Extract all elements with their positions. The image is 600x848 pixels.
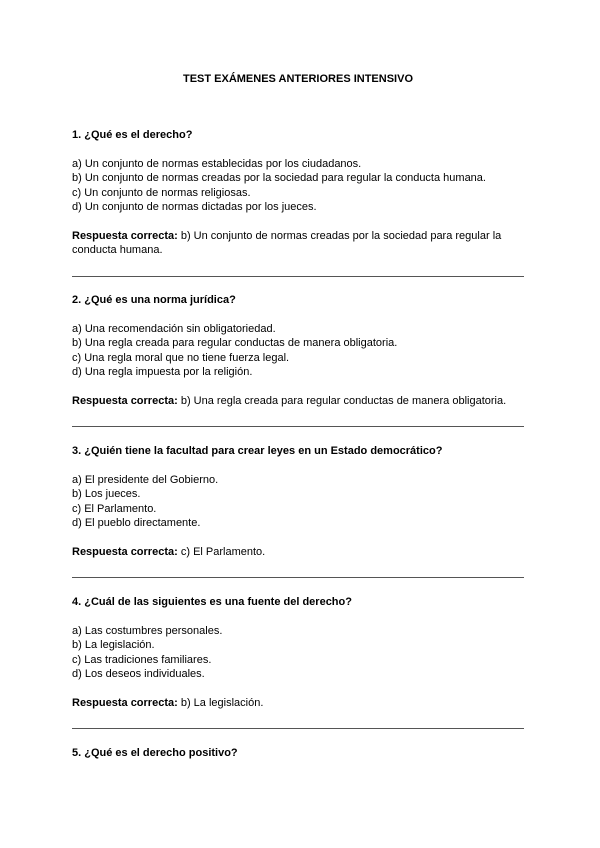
option-d: d) El pueblo directamente.	[72, 517, 201, 529]
document-title: TEST EXÁMENES ANTERIORES INTENSIVO	[182, 73, 413, 85]
answer-label: Respuesta correcta:	[72, 229, 178, 242]
option-b: b) Un conjunto de normas creadas por la sociedad para regular la conducta humana.	[72, 172, 486, 184]
correct-answer	[72, 696, 524, 711]
answer-text: c) El Parlamento.	[180, 545, 266, 558]
question-title: 3. ¿Quién tiene la facultad para crear leyes en un Estado democrático?	[72, 445, 443, 457]
option-d: d) Una regla impuesta por la religión.	[72, 366, 253, 378]
answer-label: Respuesta correcta:	[72, 696, 178, 709]
options-list	[72, 473, 524, 531]
options-list	[72, 624, 524, 682]
divider	[72, 728, 524, 729]
option-d: d) Un conjunto de normas dictadas por los jueces.	[72, 201, 317, 213]
option-b: b) Una regla creada para regular conductas de manera obligatoria.	[72, 337, 398, 349]
options-list	[72, 157, 524, 215]
option-c: c) El Parlamento.	[72, 502, 157, 515]
question-title: 4. ¿Cuál de las siguientes es una fuente del derecho?	[72, 596, 352, 608]
options-list	[72, 322, 524, 380]
question-title: 5. ¿Qué es el derecho positivo?	[72, 747, 238, 759]
option-c: c) Las tradiciones familiares.	[72, 653, 212, 666]
option-a: a) Las costumbres personales.	[72, 624, 223, 637]
question-4	[72, 595, 524, 729]
option-b: b) Los jueces.	[72, 488, 141, 500]
divider	[72, 276, 524, 277]
option-b: b) La legislación.	[72, 639, 155, 651]
option-c: c) Una regla moral que no tiene fuerza legal.	[72, 351, 290, 364]
question-title: 2. ¿Qué es una norma jurídica?	[72, 294, 236, 306]
divider	[72, 426, 524, 427]
question-title: 1. ¿Qué es el derecho?	[72, 129, 193, 141]
option-d: d) Los deseos individuales.	[72, 668, 205, 680]
answer-text: b) La legislación.	[180, 696, 264, 709]
answer-text: b) Un conjunto de normas creadas por la sociedad para regular la conducta humana.	[72, 229, 502, 256]
option-a: a) Un conjunto de normas establecidas por los ciudadanos.	[72, 157, 362, 170]
option-a: a) Una recomendación sin obligatoriedad.	[72, 322, 276, 335]
correct-answer	[72, 229, 524, 258]
option-c: c) Un conjunto de normas religiosas.	[72, 186, 251, 199]
question-2	[72, 293, 524, 427]
question-1	[72, 128, 524, 277]
question-3	[72, 444, 524, 578]
answer-label: Respuesta correcta:	[72, 545, 178, 558]
correct-answer	[72, 545, 524, 560]
divider	[72, 577, 524, 578]
correct-answer	[72, 394, 524, 409]
question-5	[72, 746, 524, 761]
option-a: a) El presidente del Gobierno.	[72, 473, 219, 486]
answer-label: Respuesta correcta:	[72, 394, 178, 407]
answer-text: b) Una regla creada para regular conductas de manera obligatoria.	[180, 394, 507, 407]
